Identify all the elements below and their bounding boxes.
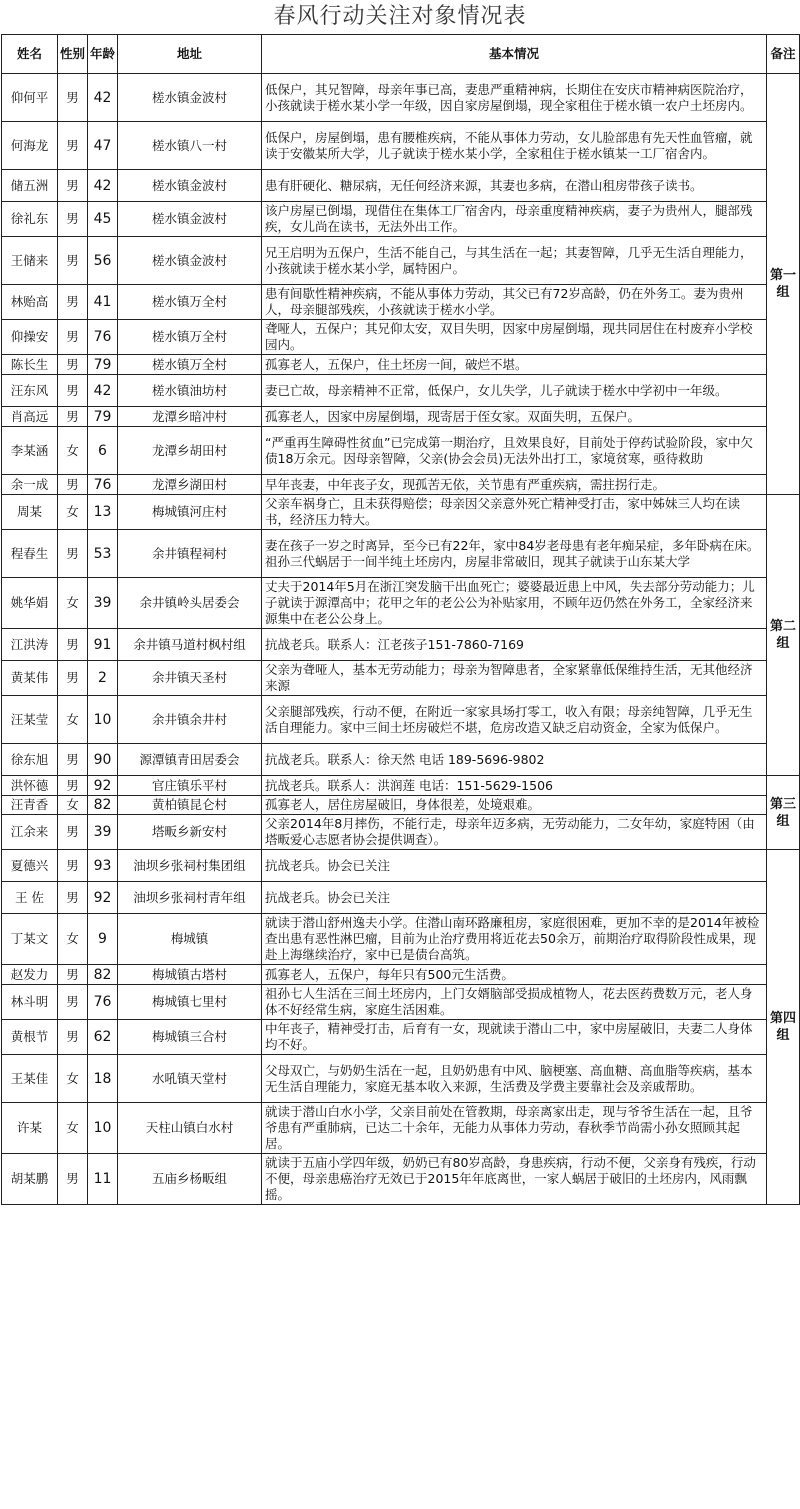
table-row xyxy=(2,1103,800,1154)
cell-name: 赵发力 xyxy=(2,965,58,985)
cell-age: 42 xyxy=(88,74,118,122)
cell-sex: 男 xyxy=(58,407,88,427)
cell-age: 45 xyxy=(88,202,118,237)
table-row xyxy=(2,776,800,796)
cell-name: 何海龙 xyxy=(2,122,58,170)
cell-sex: 男 xyxy=(58,530,88,578)
table-row xyxy=(2,74,800,122)
cell-name: 储五洲 xyxy=(2,170,58,202)
table-row xyxy=(2,407,800,427)
cell-name: 徐礼东 xyxy=(2,202,58,237)
table-row xyxy=(2,285,800,320)
cell-name: 余一成 xyxy=(2,475,58,495)
cell-name: 汪东风 xyxy=(2,375,58,407)
cell-age: 42 xyxy=(88,375,118,407)
table-row xyxy=(2,122,800,170)
cell-age: 10 xyxy=(88,696,118,744)
group-label: 第四组 xyxy=(767,850,800,1205)
cell-address: 槎水镇万全村 xyxy=(118,355,262,375)
cell-name: 黄根节 xyxy=(2,1020,58,1055)
cell-name: 王 佐 xyxy=(2,882,58,914)
cell-address: 龙潭乡湖田村 xyxy=(118,475,262,495)
table-row xyxy=(2,1020,800,1055)
cell-name: 江余来 xyxy=(2,815,58,850)
cell-address: 梅城镇河庄村 xyxy=(118,495,262,530)
cell-address: 槎水镇万全村 xyxy=(118,320,262,355)
cell-age: 41 xyxy=(88,285,118,320)
cell-age: 92 xyxy=(88,776,118,796)
cell-info: 低保户，其兄智障，母亲年事已高，妻患严重精神病，长期住在安庆市精神病医院治疗，小孩就读于槎水某小学一年级，因自家房屋倒塌，现全家租住于槎水镇一农户土坯房内。 xyxy=(262,74,767,122)
cell-address: 余井镇余井村 xyxy=(118,696,262,744)
cell-age: 6 xyxy=(88,427,118,475)
cell-address: 水吼镇天堂村 xyxy=(118,1055,262,1103)
cell-age: 92 xyxy=(88,882,118,914)
cell-age: 39 xyxy=(88,578,118,629)
cell-name: 李某涵 xyxy=(2,427,58,475)
cell-info: 父亲车祸身亡，且未获得赔偿；母亲因父亲意外死亡精神受打击，家中姊妹三人均在读书，经济压力特大。 xyxy=(262,495,767,530)
cell-age: 76 xyxy=(88,475,118,495)
cell-address: 槎水镇万全村 xyxy=(118,285,262,320)
cell-name: 周某 xyxy=(2,495,58,530)
table-row xyxy=(2,796,800,815)
cell-info: 就读于潜山舒州逸夫小学。住潜山南环路廉租房，家庭很困难，更加不幸的是2014年被检查出患有恶性淋巴瘤，目前为止治疗费用将近花去50余万，前期治疗取得阶段性成果，现赴上海继续治疗，家中已是债台高筑。 xyxy=(262,914,767,965)
header-age: 年龄 xyxy=(88,35,118,74)
group-label: 第三组 xyxy=(767,776,800,850)
cell-sex: 男 xyxy=(58,850,88,882)
cell-address: 五庙乡杨畈组 xyxy=(118,1154,262,1205)
cell-name: 汪某莹 xyxy=(2,696,58,744)
table-row xyxy=(2,237,800,285)
cell-info: 孤寡老人，五保户，每年只有500元生活费。 xyxy=(262,965,767,985)
cell-sex: 男 xyxy=(58,237,88,285)
cell-info: 该户房屋已倒塌，现借住在集体工厂宿舍内，母亲重度精神疾病，妻子为贵州人，腿部残疾，女儿尚在读书，无法外出工作。 xyxy=(262,202,767,237)
table-row xyxy=(2,1055,800,1103)
cell-sex: 男 xyxy=(58,744,88,776)
cell-sex: 男 xyxy=(58,170,88,202)
cell-name: 徐东旭 xyxy=(2,744,58,776)
cell-info: “严重再生障碍性贫血”已完成第一期治疗，且效果良好，目前处于停药试验阶段，家中欠债18万余元。因母亲智障，父亲(协会会员)无法外出打工，家境贫寒，亟待救助 xyxy=(262,427,767,475)
cell-sex: 男 xyxy=(58,1154,88,1205)
cell-info: 孤寡老人，因家中房屋倒塌，现寄居于侄女家。双面失明，五保户。 xyxy=(262,407,767,427)
cell-address: 余井镇程祠村 xyxy=(118,530,262,578)
cell-address: 余井镇岭头居委会 xyxy=(118,578,262,629)
table-row xyxy=(2,355,800,375)
cell-info: 父亲腿部残疾，行动不便，在附近一家家具场打零工，收入有限；母亲纯智障，几乎无生活自理能力。家中三间土坯房破烂不堪，危房改造又缺乏启动资金，全家为低保户。 xyxy=(262,696,767,744)
cell-name: 胡某鹏 xyxy=(2,1154,58,1205)
cell-name: 肖高远 xyxy=(2,407,58,427)
cell-age: 56 xyxy=(88,237,118,285)
cell-info: 抗战老兵。协会已关注 xyxy=(262,850,767,882)
cell-name: 洪怀德 xyxy=(2,776,58,796)
cell-age: 90 xyxy=(88,744,118,776)
cell-address: 梅城镇三合村 xyxy=(118,1020,262,1055)
cell-age: 2 xyxy=(88,661,118,696)
cell-info: 就读于五庙小学四年级，奶奶已有80岁高龄，身患疾病，行动不便，父亲身有残疾，行动不便，母亲患癌治疗无效已于2015年年底离世，一家人蜗居于破旧的土坯房内，风雨飘摇。 xyxy=(262,1154,767,1205)
table-row xyxy=(2,882,800,914)
cell-info: 妻在孩子一岁之时离异，至今已有22年，家中84岁老母患有老年痴呆症，多年卧病在床。祖孙三代蜗居于一间半纯土坯房内，房屋非常破旧，现其子就读于山东某大学 xyxy=(262,530,767,578)
cell-age: 39 xyxy=(88,815,118,850)
cell-address: 槎水镇八一村 xyxy=(118,122,262,170)
cell-age: 91 xyxy=(88,629,118,661)
header-row xyxy=(2,35,800,74)
cell-sex: 男 xyxy=(58,965,88,985)
table-row xyxy=(2,170,800,202)
header-info: 基本情况 xyxy=(262,35,767,74)
cell-age: 13 xyxy=(88,495,118,530)
cell-age: 82 xyxy=(88,965,118,985)
cell-age: 53 xyxy=(88,530,118,578)
cell-address: 黄柏镇昆仑村 xyxy=(118,796,262,815)
table-row xyxy=(2,965,800,985)
cell-sex: 女 xyxy=(58,495,88,530)
cell-name: 林贻高 xyxy=(2,285,58,320)
cell-sex: 男 xyxy=(58,122,88,170)
table-row xyxy=(2,495,800,530)
cell-info: 聋哑人，五保户；其兄仰太安，双目失明，因家中房屋倒塌，现共同居住在村废弃小学校园内。 xyxy=(262,320,767,355)
cell-age: 82 xyxy=(88,796,118,815)
cell-age: 79 xyxy=(88,355,118,375)
cell-sex: 女 xyxy=(58,914,88,965)
cell-name: 林斗明 xyxy=(2,985,58,1020)
cell-age: 62 xyxy=(88,1020,118,1055)
cell-name: 江洪涛 xyxy=(2,629,58,661)
cell-age: 76 xyxy=(88,985,118,1020)
cell-sex: 男 xyxy=(58,285,88,320)
table-row xyxy=(2,661,800,696)
cell-age: 9 xyxy=(88,914,118,965)
cell-sex: 男 xyxy=(58,375,88,407)
cell-info: 孤寡老人，五保户，住土坯房一间，破烂不堪。 xyxy=(262,355,767,375)
cell-sex: 男 xyxy=(58,882,88,914)
cell-name: 黄某伟 xyxy=(2,661,58,696)
cell-age: 76 xyxy=(88,320,118,355)
cell-sex: 男 xyxy=(58,74,88,122)
cell-info: 抗战老兵。联系人：江老孩子151-7860-7169 xyxy=(262,629,767,661)
table-row xyxy=(2,320,800,355)
cell-sex: 男 xyxy=(58,815,88,850)
cell-info: 父亲2014年8月摔伤，不能行走，母亲年迈多病，无劳动能力，二女年幼，家庭特困（由塔畈爱心志愿者协会提供调查）。 xyxy=(262,815,767,850)
cell-address: 油坝乡张祠村青年组 xyxy=(118,882,262,914)
cell-address: 塔畈乡新安村 xyxy=(118,815,262,850)
cell-name: 王某佳 xyxy=(2,1055,58,1103)
cell-sex: 男 xyxy=(58,320,88,355)
header-sex: 性别 xyxy=(58,35,88,74)
cell-sex: 女 xyxy=(58,578,88,629)
table-row xyxy=(2,375,800,407)
cell-address: 梅城镇古塔村 xyxy=(118,965,262,985)
cell-info: 中年丧子，精神受打击，后育有一女，现就读于潜山二中，家中房屋破旧，夫妻二人身体均不好。 xyxy=(262,1020,767,1055)
cell-info: 抗战老兵。联系人：洪润莲 电话：151-5629-1506 xyxy=(262,776,767,796)
cell-address: 槎水镇金波村 xyxy=(118,74,262,122)
cell-age: 93 xyxy=(88,850,118,882)
cell-sex: 女 xyxy=(58,796,88,815)
table-row xyxy=(2,578,800,629)
table-row xyxy=(2,1154,800,1205)
cell-age: 47 xyxy=(88,122,118,170)
cell-address: 槎水镇油坊村 xyxy=(118,375,262,407)
cell-sex: 男 xyxy=(58,629,88,661)
cell-name: 许某 xyxy=(2,1103,58,1154)
cell-name: 程春生 xyxy=(2,530,58,578)
cell-info: 低保户，房屋倒塌，患有腰椎疾病，不能从事体力劳动，女儿脸部患有先天性血管瘤，就读于安徽某所大学，儿子就读于槎水某小学，全家租住于槎水镇某一工厂宿舍内。 xyxy=(262,122,767,170)
cell-info: 兄王启明为五保户，生活不能自己，与其生活在一起；其妻智障，几乎无生活自理能力，小孩就读于槎水某小学，属特困户。 xyxy=(262,237,767,285)
cell-sex: 男 xyxy=(58,985,88,1020)
table-row xyxy=(2,850,800,882)
cell-name: 陈长生 xyxy=(2,355,58,375)
cell-address: 源潭镇青田居委会 xyxy=(118,744,262,776)
cell-address: 余井镇马道村枫村组 xyxy=(118,629,262,661)
table-row xyxy=(2,815,800,850)
cell-sex: 男 xyxy=(58,776,88,796)
table-body xyxy=(2,74,800,1205)
cell-info: 抗战老兵。协会已关注 xyxy=(262,882,767,914)
cell-info: 妻已亡故，母亲精神不正常，低保户，女儿失学，儿子就读于槎水中学初中一年级。 xyxy=(262,375,767,407)
cell-address: 槎水镇金波村 xyxy=(118,202,262,237)
cell-sex: 男 xyxy=(58,661,88,696)
group-label: 第一组 xyxy=(767,74,800,495)
table-row xyxy=(2,985,800,1020)
cell-sex: 男 xyxy=(58,202,88,237)
cell-address: 槎水镇金波村 xyxy=(118,170,262,202)
cell-address: 龙潭乡胡田村 xyxy=(118,427,262,475)
cell-address: 官庄镇乐平村 xyxy=(118,776,262,796)
cell-info: 抗战老兵。联系人：徐天然 电话 189-5696-9802 xyxy=(262,744,767,776)
cell-address: 槎水镇金波村 xyxy=(118,237,262,285)
cell-address: 梅城镇 xyxy=(118,914,262,965)
cell-age: 42 xyxy=(88,170,118,202)
page-title: 春风行动关注对象情况表 xyxy=(273,4,527,29)
header-name: 姓名 xyxy=(2,35,58,74)
cell-info: 父母双亡，与奶奶生活在一起，且奶奶患有中风、脑梗塞、高血糖、高血脂等疾病，基本无生活自理能力，家庭无基本收入来源，生活费及学费主要靠社会及亲戚帮助。 xyxy=(262,1055,767,1103)
header-note: 备注 xyxy=(767,35,800,74)
cell-info: 父亲为聋哑人，基本无劳动能力；母亲为智障患者，全家紧靠低保维持生活，无其他经济来源 xyxy=(262,661,767,696)
table-row xyxy=(2,530,800,578)
table-row xyxy=(2,696,800,744)
cell-age: 10 xyxy=(88,1103,118,1154)
cell-sex: 男 xyxy=(58,1020,88,1055)
cell-sex: 男 xyxy=(58,355,88,375)
cell-info: 患有间歇性精神疾病，不能从事体力劳动，其父已有72岁高龄，仍在外务工。妻为贵州人，母亲腿部残疾，小孩就读于槎水小学。 xyxy=(262,285,767,320)
cell-sex: 男 xyxy=(58,475,88,495)
cell-info: 孤寡老人，居住房屋破旧，身体很差，处境艰难。 xyxy=(262,796,767,815)
cell-sex: 女 xyxy=(58,1055,88,1103)
cell-info: 患有肝硬化、糖尿病，无任何经济来源，其妻也多病，在潜山租房带孩子读书。 xyxy=(262,170,767,202)
cell-address: 龙潭乡暗冲村 xyxy=(118,407,262,427)
group-label: 第二组 xyxy=(767,495,800,776)
table-row xyxy=(2,202,800,237)
cell-address: 梅城镇七里村 xyxy=(118,985,262,1020)
table-row xyxy=(2,475,800,495)
cell-info: 早年丧妻，中年丧子女，现孤苦无依，关节患有严重疾病，需拄拐行走。 xyxy=(262,475,767,495)
cell-sex: 女 xyxy=(58,696,88,744)
table-row xyxy=(2,629,800,661)
cell-info: 祖孙七人生活在三间土坯房内，上门女婿脑部受损成植物人，花去医药费数万元，老人身体不好经常生病，家庭生活困难。 xyxy=(262,985,767,1020)
cell-age: 79 xyxy=(88,407,118,427)
table-row xyxy=(2,914,800,965)
table-row xyxy=(2,744,800,776)
cell-name: 丁某文 xyxy=(2,914,58,965)
cell-info: 丈夫于2014年5月在浙江突发脑干出血死亡；婆婆最近患上中风，失去部分劳动能力；儿子就读于源潭高中；花甲之年的老公公为补贴家用，不顾年迈仍然在外务工，全家经济来源集中在老公公身上。 xyxy=(262,578,767,629)
cell-sex: 女 xyxy=(58,427,88,475)
cell-name: 汪青香 xyxy=(2,796,58,815)
cell-address: 天柱山镇白水村 xyxy=(118,1103,262,1154)
cell-sex: 女 xyxy=(58,1103,88,1154)
cell-name: 夏德兴 xyxy=(2,850,58,882)
cell-name: 仰何平 xyxy=(2,74,58,122)
cell-name: 姚华娟 xyxy=(2,578,58,629)
cell-name: 王储来 xyxy=(2,237,58,285)
cell-age: 18 xyxy=(88,1055,118,1103)
cell-name: 仰操安 xyxy=(2,320,58,355)
cell-info: 就读于潜山白水小学，父亲目前处在管教期，母亲离家出走，现与爷爷生活在一起，且爷爷患有严重肺病，已达二十余年，无能力从事体力劳动，春秋季节尚需小孙女照顾其起居。 xyxy=(262,1103,767,1154)
cell-address: 余井镇天圣村 xyxy=(118,661,262,696)
records-table xyxy=(1,34,800,1205)
table-row xyxy=(2,427,800,475)
cell-age: 11 xyxy=(88,1154,118,1205)
header-address: 地址 xyxy=(118,35,262,74)
cell-address: 油坝乡张祠村集团组 xyxy=(118,850,262,882)
